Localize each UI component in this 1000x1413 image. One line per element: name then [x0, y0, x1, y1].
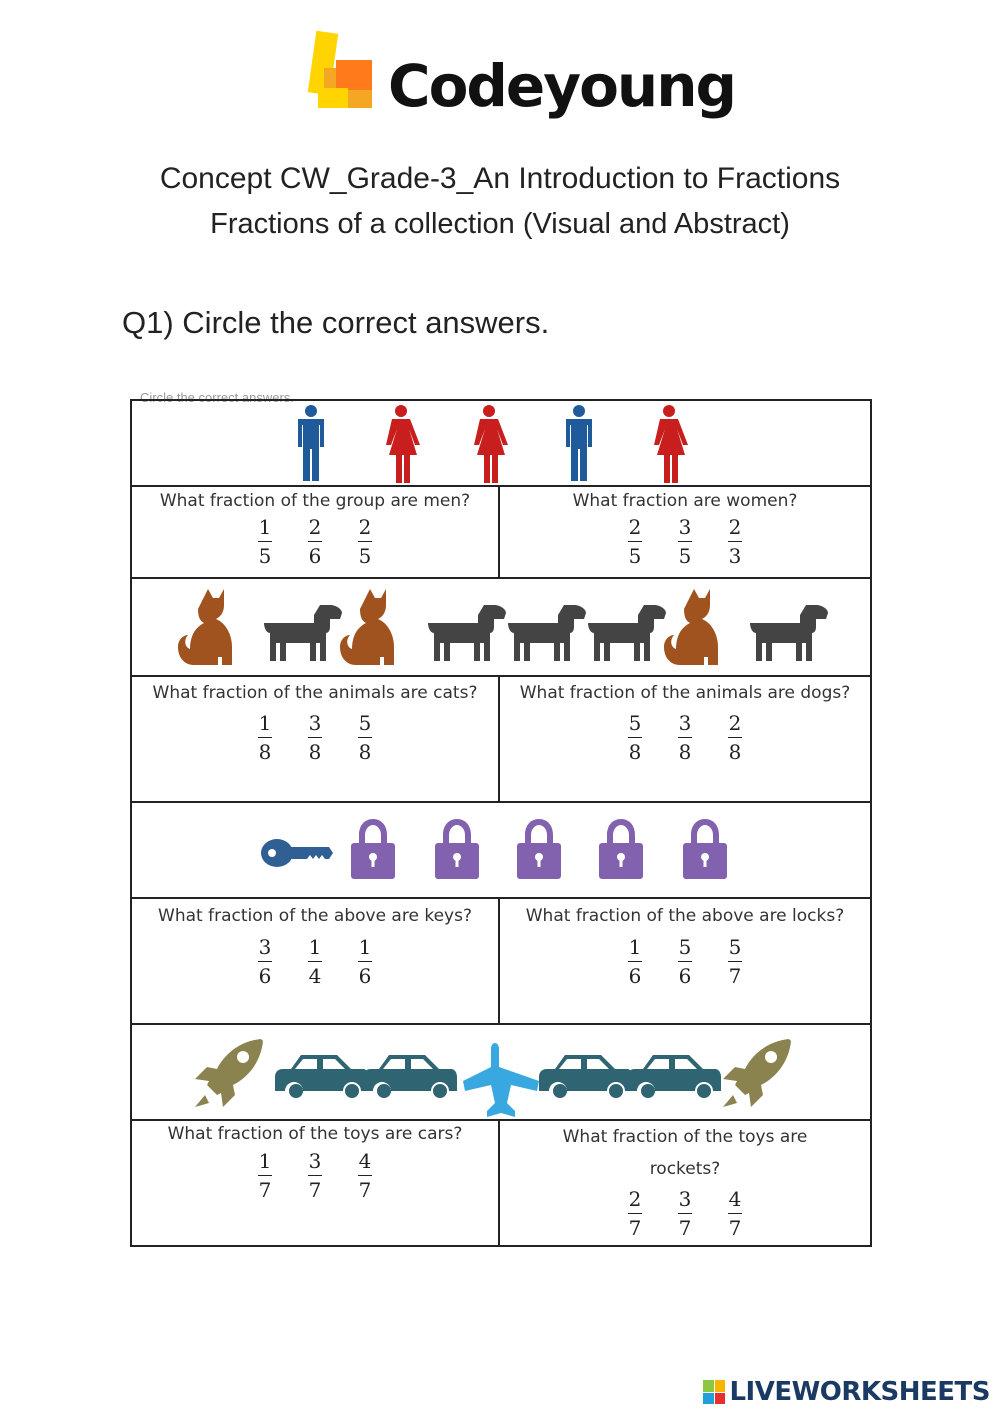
- liveworksheets-badge-icon: [703, 1380, 725, 1404]
- numerator: 3: [308, 1149, 322, 1173]
- fraction-option[interactable]: [254, 935, 276, 988]
- woman-icon: [654, 405, 688, 483]
- toys-picture: [191, 1025, 811, 1119]
- denominator: 8: [308, 740, 322, 764]
- question-cell: [499, 898, 871, 1024]
- liveworksheets-brand: LIVEWORKSHEETS: [729, 1377, 990, 1407]
- question-text: What fraction of the animals are cats?: [152, 683, 478, 703]
- toys-picture-row: [131, 1024, 871, 1120]
- numerator: 2: [308, 515, 322, 539]
- cat-icon: [340, 589, 394, 665]
- numerator: 4: [728, 1187, 742, 1211]
- question-cell: [131, 676, 499, 802]
- man-icon: [566, 405, 592, 481]
- denominator: 6: [308, 544, 322, 568]
- denominator: 6: [678, 964, 692, 988]
- fraction-option[interactable]: [674, 1187, 696, 1240]
- question-cell: [131, 898, 499, 1024]
- car-icon: [363, 1055, 457, 1098]
- numerator: 3: [678, 711, 692, 735]
- numerator: 2: [628, 515, 642, 539]
- question-text: What fraction of the above are locks?: [525, 906, 845, 926]
- worksheet-table: [130, 399, 872, 1247]
- denominator: 8: [678, 740, 692, 764]
- lock-icon: [599, 819, 643, 879]
- numerator: 5: [628, 711, 642, 735]
- liveworksheets-logo: [703, 1376, 990, 1408]
- fraction-option[interactable]: [674, 711, 696, 764]
- airplane-icon: [463, 1043, 539, 1117]
- lock-icon: [435, 819, 479, 879]
- denominator: 7: [258, 1178, 272, 1202]
- denominator: 5: [628, 544, 642, 568]
- denominator: 3: [728, 544, 742, 568]
- lock-icon: [683, 819, 727, 879]
- fraction-option[interactable]: [624, 711, 646, 764]
- fraction-option[interactable]: [254, 711, 276, 764]
- numerator: 3: [258, 935, 272, 959]
- fraction-option[interactable]: [354, 935, 376, 988]
- numerator: 5: [358, 711, 372, 735]
- numerator: 1: [358, 935, 372, 959]
- question-cell: [131, 1120, 499, 1246]
- question-cell: [499, 676, 871, 802]
- denominator: 5: [358, 544, 372, 568]
- fraction-option[interactable]: [304, 935, 326, 988]
- objects-picture: [261, 803, 741, 897]
- denominator: 8: [628, 740, 642, 764]
- question-text: What fraction are women?: [572, 491, 798, 511]
- numerator: 2: [728, 515, 742, 539]
- numerator: 3: [308, 711, 322, 735]
- animals-picture: [176, 579, 826, 675]
- denominator: 8: [728, 740, 742, 764]
- numerator: 1: [308, 935, 322, 959]
- fraction-option[interactable]: [354, 711, 376, 764]
- denominator: 7: [728, 964, 742, 988]
- numerator: 1: [628, 935, 642, 959]
- denominator: 8: [358, 740, 372, 764]
- denominator: 7: [628, 1216, 642, 1240]
- rocket-icon: [723, 1039, 791, 1107]
- fraction-option[interactable]: [724, 1187, 746, 1240]
- car-icon: [275, 1055, 369, 1098]
- lock-icon: [351, 819, 395, 879]
- fraction-option[interactable]: [304, 711, 326, 764]
- codeyoung-logo-icon: [310, 30, 380, 125]
- objects-picture-row: [131, 802, 871, 898]
- question-cell: [499, 486, 871, 578]
- denominator: 5: [258, 544, 272, 568]
- man-icon: [298, 405, 324, 481]
- question-text: What fraction of the toys are rockets?: [562, 1127, 808, 1179]
- question-cell: [131, 486, 499, 578]
- question-text: What fraction of the animals are dogs?: [519, 683, 851, 703]
- numerator: 5: [678, 935, 692, 959]
- fraction-option[interactable]: [254, 515, 276, 568]
- fraction-option[interactable]: [724, 515, 746, 568]
- animals-picture-row: [131, 578, 871, 676]
- numerator: 3: [678, 515, 692, 539]
- answer-options: [500, 1187, 870, 1240]
- fraction-option[interactable]: [674, 515, 696, 568]
- numerator: 2: [728, 711, 742, 735]
- numerator: 1: [258, 1149, 272, 1173]
- answer-options: [132, 711, 498, 764]
- denominator: 4: [308, 964, 322, 988]
- fraction-option[interactable]: [354, 515, 376, 568]
- denominator: 6: [258, 964, 272, 988]
- people-picture-row: [131, 400, 871, 486]
- lock-icon: [517, 819, 561, 879]
- fraction-option[interactable]: [624, 1187, 646, 1240]
- answer-options: [132, 515, 498, 568]
- question-text: What fraction of the above are keys?: [158, 906, 472, 926]
- fraction-option[interactable]: [624, 935, 646, 988]
- woman-icon: [386, 405, 420, 483]
- rocket-icon: [195, 1039, 263, 1107]
- answer-options: [132, 1149, 498, 1202]
- numerator: 5: [728, 935, 742, 959]
- denominator: 7: [358, 1178, 372, 1202]
- denominator: 6: [358, 964, 372, 988]
- fraction-option[interactable]: [724, 935, 746, 988]
- numerator: 1: [258, 711, 272, 735]
- fraction-option[interactable]: [304, 1149, 326, 1202]
- fraction-option[interactable]: [674, 935, 696, 988]
- denominator: 5: [678, 544, 692, 568]
- question-text: What fraction of the group are men?: [159, 491, 471, 511]
- key-icon: [261, 839, 333, 867]
- numerator: 2: [628, 1187, 642, 1211]
- dog-icon: [264, 605, 342, 661]
- numerator: 4: [358, 1149, 372, 1173]
- brand-name: Codeyoung: [388, 52, 736, 120]
- denominator: 8: [258, 740, 272, 764]
- faint-instruction: Circle the correct answers.: [140, 390, 294, 405]
- fraction-option[interactable]: [724, 711, 746, 764]
- answer-options: [500, 515, 870, 568]
- answer-options: [500, 935, 870, 988]
- worksheet-title: Concept CW_Grade-3_An Introduction to Fractions: [159, 162, 841, 195]
- dog-icon: [588, 605, 666, 661]
- fraction-option[interactable]: [254, 1149, 276, 1202]
- denominator: 7: [308, 1178, 322, 1202]
- fraction-option[interactable]: [354, 1149, 376, 1202]
- dog-icon: [428, 605, 506, 661]
- cat-icon: [664, 589, 718, 665]
- numerator: 2: [358, 515, 372, 539]
- answer-options: [500, 711, 870, 764]
- codeyoung-logo: [310, 30, 736, 130]
- dog-icon: [750, 605, 828, 661]
- fraction-option[interactable]: [304, 515, 326, 568]
- car-icon: [627, 1055, 721, 1098]
- woman-icon: [474, 405, 508, 483]
- question-label: Q1) Circle the correct answers.: [122, 305, 550, 340]
- denominator: 7: [678, 1216, 692, 1240]
- fraction-option[interactable]: [624, 515, 646, 568]
- cat-icon: [178, 589, 232, 665]
- question-text: What fraction of the toys are cars?: [167, 1124, 463, 1144]
- numerator: 1: [258, 515, 272, 539]
- numerator: 3: [678, 1187, 692, 1211]
- people-picture: [271, 401, 731, 485]
- question-cell: [499, 1120, 871, 1246]
- car-icon: [539, 1055, 633, 1098]
- dog-icon: [508, 605, 586, 661]
- denominator: 7: [728, 1216, 742, 1240]
- denominator: 6: [628, 964, 642, 988]
- worksheet-subtitle: Fractions of a collection (Visual and Abstract): [210, 208, 790, 240]
- answer-options: [132, 935, 498, 988]
